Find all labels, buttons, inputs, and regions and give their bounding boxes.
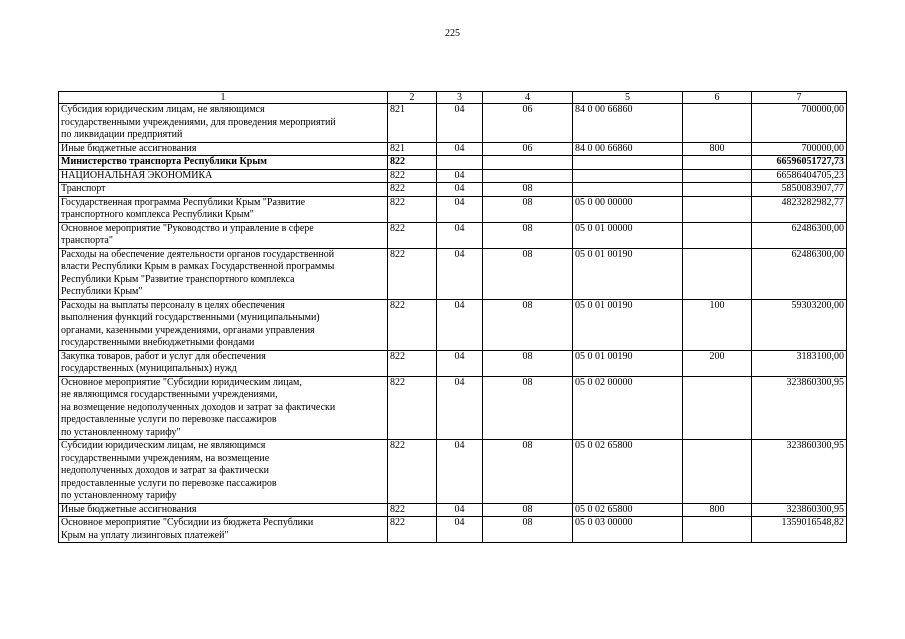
row-chapter-cell: 822 [388,299,437,350]
table-row [59,156,847,170]
row-subsection-cell: 06 [483,142,573,156]
row-chapter-cell: 822 [388,350,437,376]
row-subsection-cell: 08 [483,183,573,197]
row-subsection-cell: 08 [483,196,573,222]
row-subsection-cell: 08 [483,517,573,543]
row-name-cell: Основное мероприятие "Субсидии юридическим лицам, не являющимся государственными учреждениями, на возмещение недополученных доходов и затрат за фактически предоставленные услуги по перевозке пассажиров по установленному тарифу" [59,376,388,440]
row-expense-type-cell [683,517,752,543]
table-row [59,104,847,143]
row-section-cell: 04 [437,142,483,156]
table-row [59,183,847,197]
row-expense-type-cell: 100 [683,299,752,350]
row-section-cell: 04 [437,440,483,504]
row-amount-cell: 62486300,00 [752,222,847,248]
header-cell: 4 [483,92,573,104]
row-target-article-cell: 05 0 01 00190 [573,350,683,376]
row-expense-type-cell [683,248,752,299]
row-name-cell: Закупка товаров, работ и услуг для обеспечения государственных (муниципальных) нужд [59,350,388,376]
row-section-cell: 04 [437,104,483,143]
row-name-cell: Субсидии юридическим лицам, не являющимся государственными учреждениям, на возмещение недополученных доходов и затрат за фактически предоставленные услуги по перевозке пассажиров по установленному тарифу [59,440,388,504]
row-chapter-cell: 822 [388,376,437,440]
row-amount-cell: 66586404705,23 [752,169,847,183]
row-name-cell: Транспорт [59,183,388,197]
row-target-article-cell: 05 0 02 65800 [573,440,683,504]
row-amount-cell: 1359016548,82 [752,517,847,543]
row-subsection-cell: 08 [483,503,573,517]
row-target-article-cell [573,169,683,183]
table-row [59,299,847,350]
header-cell: 3 [437,92,483,104]
row-expense-type-cell [683,183,752,197]
row-name-cell: Государственная программа Республики Крым "Развитие транспортного комплекса Республики Крым" [59,196,388,222]
row-chapter-cell: 822 [388,503,437,517]
table-row [59,517,847,543]
row-amount-cell: 323860300,95 [752,440,847,504]
table-row [59,503,847,517]
row-subsection-cell: 08 [483,299,573,350]
row-target-article-cell: 05 0 02 65800 [573,503,683,517]
table-row [59,222,847,248]
budget-table [58,91,847,543]
row-amount-cell: 323860300,95 [752,376,847,440]
header-cell: 7 [752,92,847,104]
row-chapter-cell: 821 [388,104,437,143]
row-target-article-cell: 84 0 00 66860 [573,142,683,156]
table-row [59,169,847,183]
row-target-article-cell: 05 0 02 00000 [573,376,683,440]
row-target-article-cell: 05 0 01 00190 [573,248,683,299]
header-cell: 1 [59,92,388,104]
row-section-cell: 04 [437,183,483,197]
row-expense-type-cell: 800 [683,503,752,517]
row-subsection-cell [483,169,573,183]
row-expense-type-cell [683,104,752,143]
row-target-article-cell: 84 0 00 66860 [573,104,683,143]
row-section-cell: 04 [437,169,483,183]
row-section-cell: 04 [437,350,483,376]
row-section-cell: 04 [437,248,483,299]
row-section-cell: 04 [437,503,483,517]
row-amount-cell: 700000,00 [752,142,847,156]
row-name-cell: Основное мероприятие "Субсидии из бюджета Республики Крым на уплату лизинговых платежей" [59,517,388,543]
row-section-cell: 04 [437,376,483,440]
row-chapter-cell: 822 [388,183,437,197]
row-chapter-cell: 822 [388,196,437,222]
row-name-cell: Иные бюджетные ассигнования [59,503,388,517]
row-expense-type-cell [683,169,752,183]
table-row [59,350,847,376]
row-subsection-cell: 08 [483,222,573,248]
row-name-cell: Расходы на обеспечение деятельности органов государственной власти Республики Крым в рамках Государственной программы Республики Крым "Развитие транспортного комплекса Республики Крым" [59,248,388,299]
row-name-cell: Субсидия юридическим лицам, не являющимся государственными учреждениями, для проведения мероприятий по ликвидации предприятий [59,104,388,143]
row-chapter-cell: 822 [388,222,437,248]
row-expense-type-cell: 200 [683,350,752,376]
header-cell: 2 [388,92,437,104]
row-chapter-cell: 822 [388,169,437,183]
row-name-cell: Министерство транспорта Республики Крым [59,156,388,170]
row-section-cell: 04 [437,299,483,350]
row-amount-cell: 59303200,00 [752,299,847,350]
header-row [59,92,847,104]
row-amount-cell: 4823282982,77 [752,196,847,222]
row-target-article-cell: 05 0 01 00190 [573,299,683,350]
page-number: 225 [445,28,460,39]
row-name-cell: Расходы на выплаты персоналу в целях обеспечения выполнения функций государственными (муниципальными) органами, казенными учреждениями, органами управления государственными внебюджетными фондами [59,299,388,350]
row-chapter-cell: 822 [388,440,437,504]
row-section-cell: 04 [437,517,483,543]
row-target-article-cell: 05 0 00 00000 [573,196,683,222]
table-row [59,376,847,440]
row-expense-type-cell [683,222,752,248]
row-target-article-cell: 05 0 03 00000 [573,517,683,543]
row-subsection-cell: 08 [483,440,573,504]
row-target-article-cell [573,183,683,197]
table-row [59,248,847,299]
row-chapter-cell: 821 [388,142,437,156]
row-expense-type-cell: 800 [683,142,752,156]
row-expense-type-cell [683,440,752,504]
table-row [59,440,847,504]
row-section-cell [437,156,483,170]
row-subsection-cell: 06 [483,104,573,143]
row-chapter-cell: 822 [388,517,437,543]
row-chapter-cell: 822 [388,248,437,299]
row-subsection-cell: 08 [483,248,573,299]
row-amount-cell: 5850083907,77 [752,183,847,197]
row-expense-type-cell [683,376,752,440]
row-amount-cell: 62486300,00 [752,248,847,299]
row-target-article-cell: 05 0 01 00000 [573,222,683,248]
table-row [59,142,847,156]
header-cell: 6 [683,92,752,104]
row-amount-cell: 323860300,95 [752,503,847,517]
row-expense-type-cell [683,196,752,222]
row-name-cell: Основное мероприятие "Руководство и управление в сфере транспорта" [59,222,388,248]
row-name-cell: НАЦИОНАЛЬНАЯ ЭКОНОМИКА [59,169,388,183]
row-target-article-cell [573,156,683,170]
row-chapter-cell: 822 [388,156,437,170]
row-name-cell: Иные бюджетные ассигнования [59,142,388,156]
row-expense-type-cell [683,156,752,170]
row-section-cell: 04 [437,222,483,248]
row-subsection-cell: 08 [483,376,573,440]
row-amount-cell: 3183100,00 [752,350,847,376]
row-subsection-cell: 08 [483,350,573,376]
row-section-cell: 04 [437,196,483,222]
table-row [59,196,847,222]
header-cell: 5 [573,92,683,104]
row-amount-cell: 66596051727,73 [752,156,847,170]
row-subsection-cell [483,156,573,170]
row-amount-cell: 700000,00 [752,104,847,143]
